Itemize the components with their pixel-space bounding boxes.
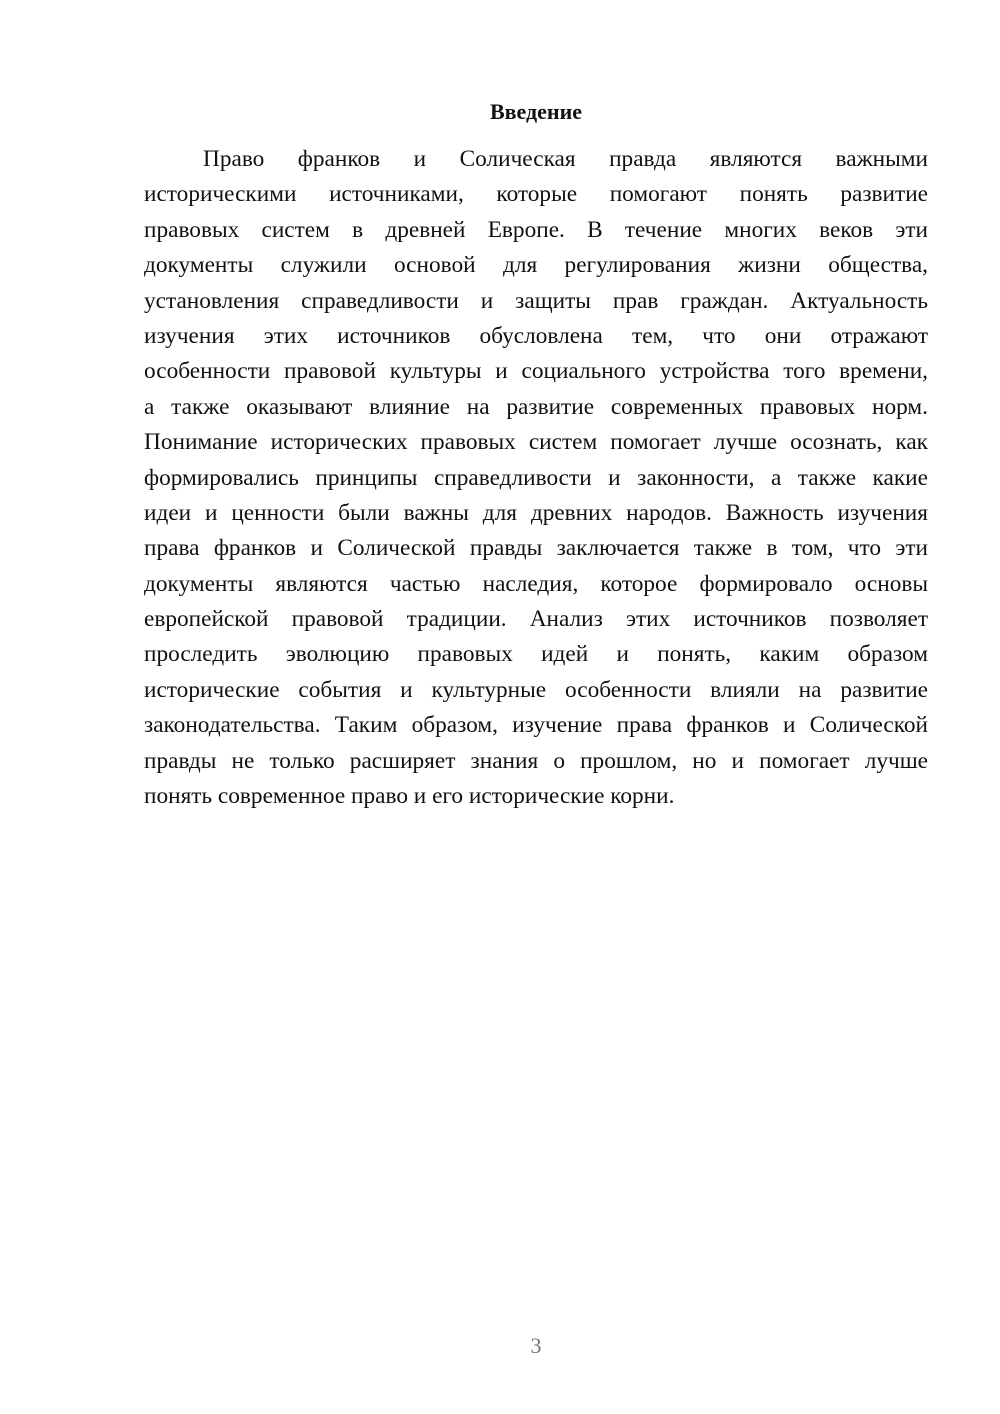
paragraph-line: формировались принципы справедливости и законности, а также какие: [144, 464, 928, 491]
paragraph-line: документы являются частью наследия, которое формировало основы: [144, 570, 928, 597]
body-paragraph: [144, 142, 928, 814]
paragraph-line: идеи и ценности были важны для древних народов. Важность изучения: [144, 499, 928, 526]
paragraph-line: Право франков и Солическая правда являются важными: [203, 146, 928, 172]
page-number: 3: [530, 1333, 542, 1358]
paragraph-line: права франков и Солической правды заключается также в том, что эти: [144, 535, 928, 562]
paragraph-line: правовых систем в древней Европе. В течение многих веков эти: [144, 216, 928, 243]
paragraph-line: особенности правовой культуры и социального устройства того времени,: [144, 358, 928, 385]
section-heading: Введение: [489, 99, 583, 124]
paragraph-line: историческими источниками, которые помогают понять развитие: [144, 181, 928, 208]
paragraph-line: установления справедливости и защиты прав граждан. Актуальность: [144, 287, 928, 314]
paragraph-line: документы служили основой для регулирования жизни общества,: [144, 252, 928, 279]
paragraph-line: европейской правовой традиции. Анализ этих источников позволяет: [144, 606, 928, 633]
paragraph-line: законодательства. Таким образом, изучение права франков и Солической: [144, 712, 928, 739]
paragraph-line: исторические события и культурные особенности влияли на развитие: [144, 676, 928, 703]
paragraph-line: правды не только расширяет знания о прошлом, но и помогает лучше: [144, 747, 928, 774]
paragraph-line: Понимание исторических правовых систем помогает лучше осознать, как: [144, 429, 928, 456]
paragraph-line: а также оказывают влияние на развитие современных правовых норм.: [144, 393, 928, 420]
paragraph-line: понять современное право и его исторические корни.: [144, 783, 675, 810]
paragraph-line: изучения этих источников обусловлена тем, что они отражают: [144, 322, 928, 349]
paragraph-line: проследить эволюцию правовых идей и понять, каким образом: [144, 641, 928, 668]
